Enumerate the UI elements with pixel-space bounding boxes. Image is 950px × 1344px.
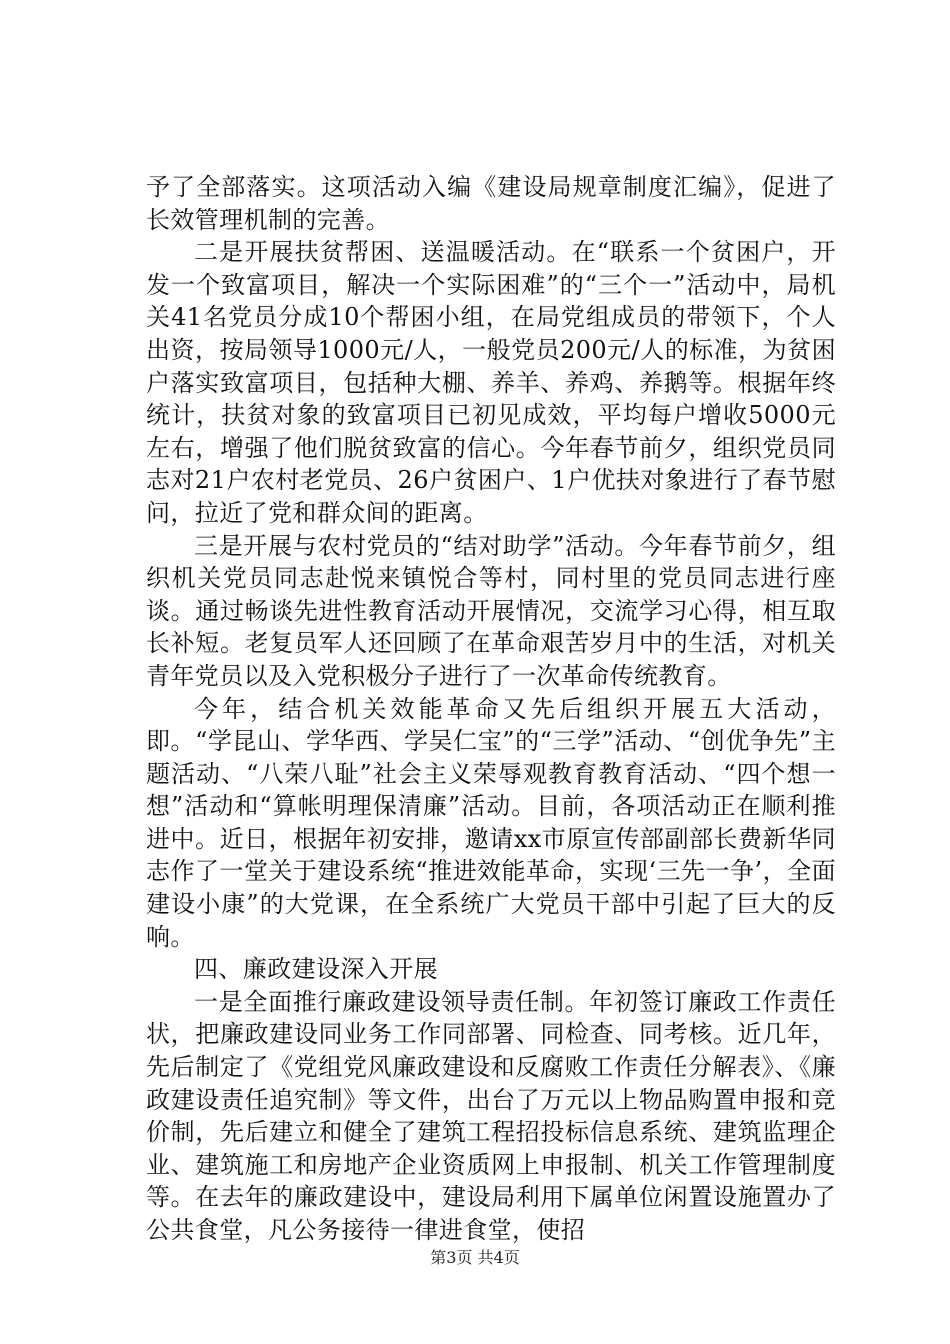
document-body [146, 171, 836, 1247]
paragraph-2: 二是开展扶贫帮困、送温暖活动。在“联系一个贫困户，开发一个致富项目，解决一个实际困难”的“三个一”活动中，局机关41名党员分成10个帮困小组，在局党组成员的带领下，个人出资，按局领导1000元/人，一般党员200元/人的标准，为贫困户落实致富项目，包括种大棚、养羊、养鸡、养鹅等。根据年终统计，扶贫对象的致富项目已初见成效，平均每户增收5000元左右，增强了他们脱贫致富的信心。今年春节前夕，组织党员同志对21户农村老党员、26户贫困户、1户优扶对象进行了春节慰问，拉近了党和群众间的距离。 [146, 238, 836, 527]
paragraph-1: 予了全部落实。这项活动入编《建设局规章制度汇编》，促进了长效管理机制的完善。 [146, 173, 836, 234]
paragraph-4: 今年，结合机关效能革命又先后组织开展五大活动，即。“学昆山、学华西、学吴仁宝”的“三学”活动、“创优争先”主题活动、“八荣八耻”社会主义荣辱观教育教育活动、“四个想一想”活动和“算帐明理保清廉”活动。目前，各项活动正在顺利推进中。近日，根据年初安排，邀请xx市原宣传部副部长费新华同志作了一堂关于建设系统“推进效能革命，实现‘三先一争’，全面建设小康”的大党课，在全系统广大党员干部中引起了巨大的反响。 [146, 694, 836, 951]
section-heading: 四、廉政建设深入开展 [194, 955, 438, 984]
paragraph-5: 一是全面推行廉政建设领导责任制。年初签订廉政工作责任状，把廉政建设同业务工作同部署、同检查、同考核。近几年，先后制定了《党组党风廉政建设和反腐败工作责任分解表》、《廉政建设责任追究制》等文件，出台了万元以上物品购置申报和竞价制，先后建立和健全了建筑工程招投标信息系统、建筑监理企业、建筑施工和房地产企业资质网上申报制、机关工作管理制度等。在去年的廉政建设中，建设局利用下属单位闲置设施置办了公共食堂，凡公务接待一律进食堂，使招 [146, 987, 836, 1244]
page-footer: 第3页 共4页 [430, 1248, 520, 1267]
paragraph-3: 三是开展与农村党员的“结对助学”活动。今年春节前夕，组织机关党员同志赴悦来镇悦合等村，同村里的党员同志进行座谈。通过畅谈先进性教育活动开展情况，交流学习心得，相互取长补短。老复员军人还回顾了在革命艰苦岁月中的生活，对机关青年党员以及入党积极分子进行了一次革命传统教育。 [146, 531, 836, 690]
